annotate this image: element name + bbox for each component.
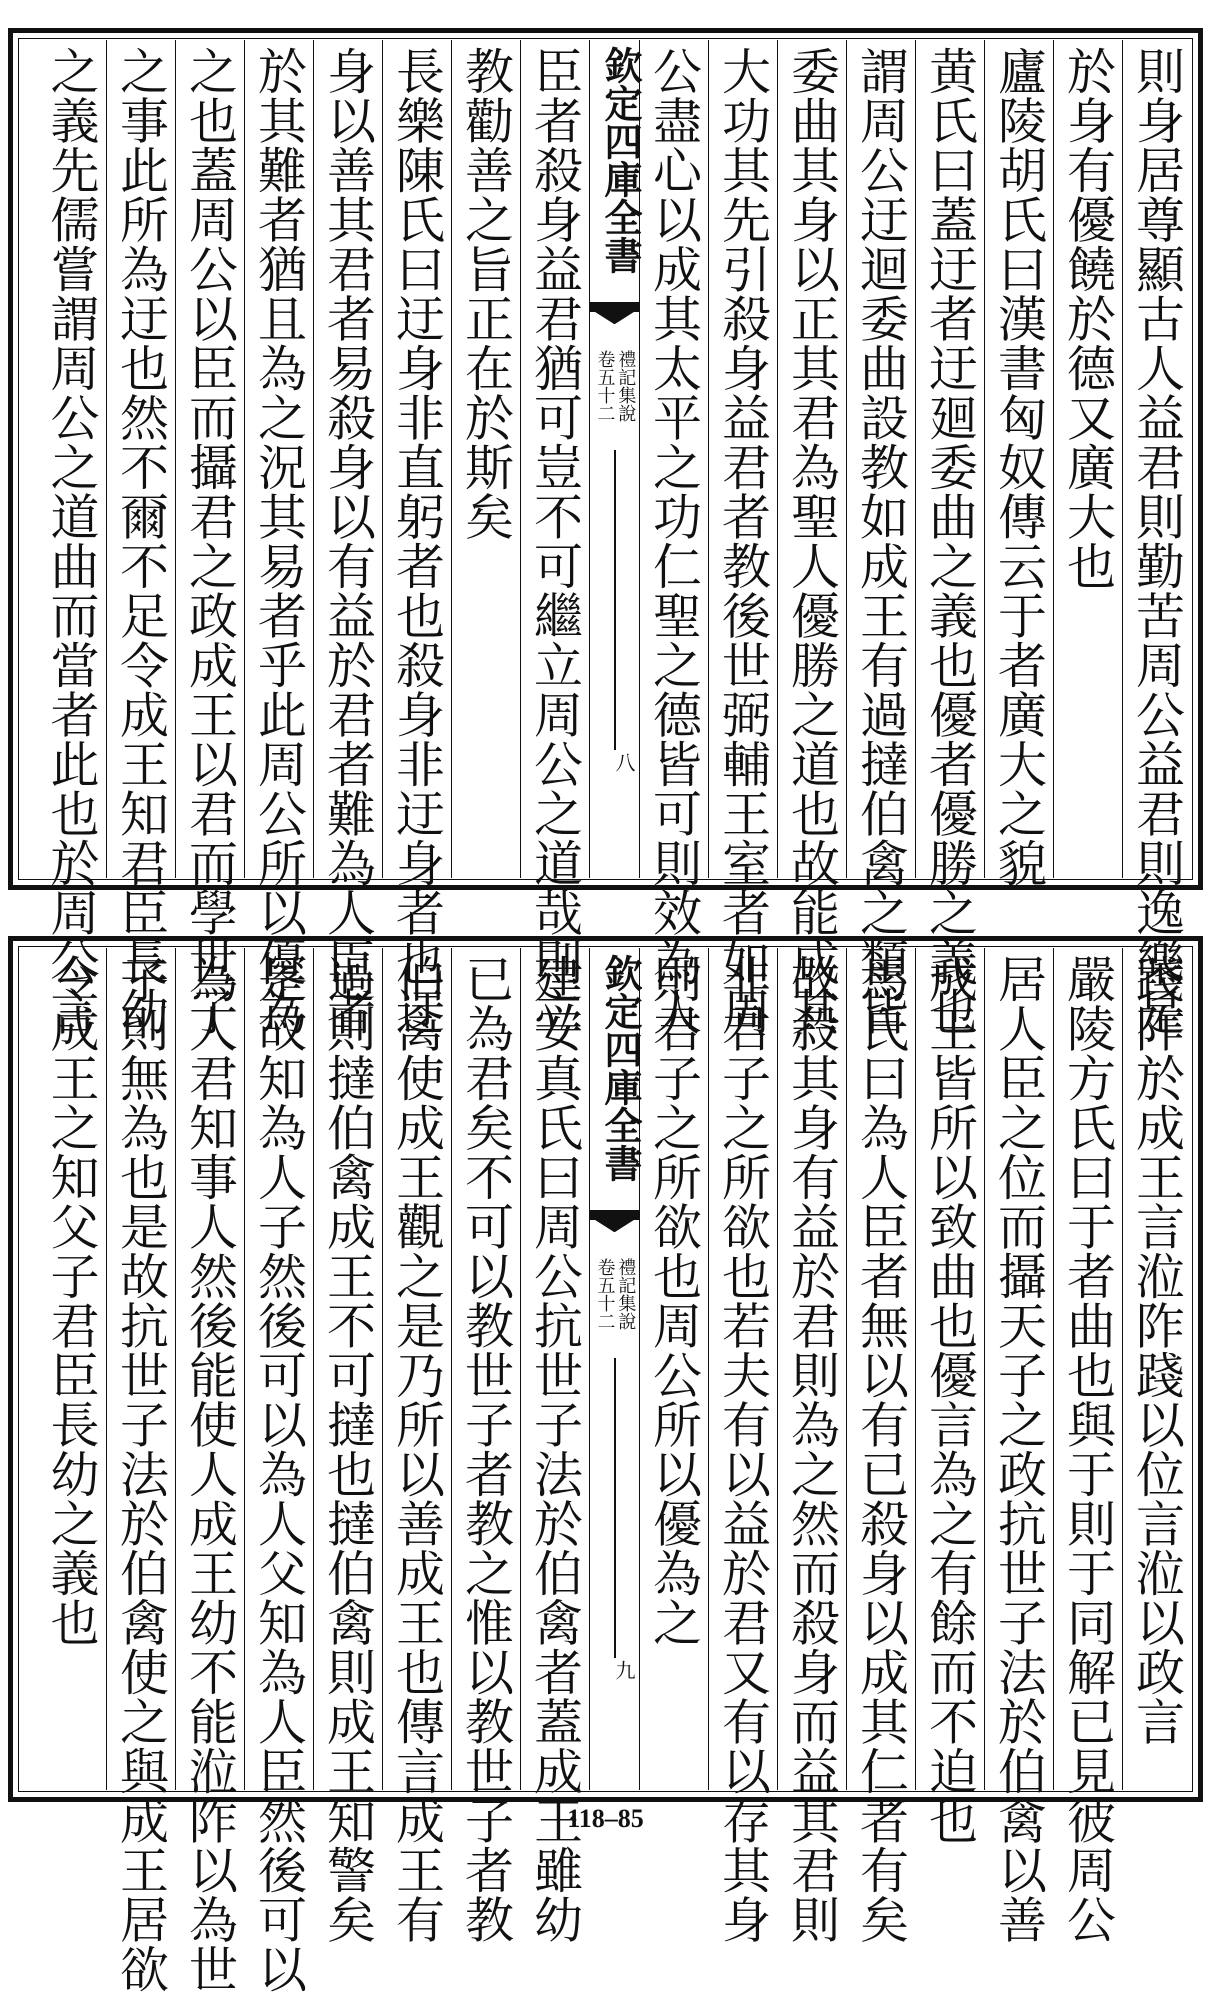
text-column: 黄氏曰蓋迂者迂廻委曲之義也優者優勝之義也 [915,40,984,878]
volume-number: 卷五十二 [594,1258,616,1330]
text-column: 廬陵胡氏曰漢書匈奴傳云于者廣大之貌 [984,40,1053,878]
text-column: 則身居尊顯古人益君則勤苦周公益君則逸樂是 [1122,40,1191,878]
text-column: 成王皆所以致曲也優言為之有餘而不迫也 [915,948,984,1790]
text-column: 嚴陵方氏曰于者曲也與于則于同解已見彼周公 [1053,948,1122,1790]
text-column: 大功其先引殺身益君者教後世弼輔王室者如周 [708,40,777,878]
text-column: 是故知為人子然後可以為人父知為人臣然後可以 [244,948,313,1790]
text-column: 身以善其君者易殺身以有益於君者難為人臣者 [313,40,382,878]
text-column: 子則無為也是故抗世子法於伯禽使之與成王居欲 [106,948,175,1790]
leaf-number: 九 [612,1660,636,1680]
text-column: 教勸善之旨正在於斯矣 [451,40,520,878]
text-column: 馬氏曰為人臣者無以有已殺身以成其仁者有矣 [846,948,915,1790]
leaf-number: 八 [612,752,636,772]
page-number: 118–85 [567,1804,644,1833]
volume-label [590,350,639,422]
text-column: 則君子之所欲也周公所以優為之 [639,948,708,1790]
text-grid [20,40,1191,1036]
volume-label [590,1258,639,1330]
center-fold [589,40,643,878]
text-column: 之事此所為迂也然不爾不足令成王知君臣長幼 [106,40,175,878]
text-column: 之義先儒嘗謂周公之道曲而當者此也於周公言 [43,46,100,1036]
text-column: 於身有優饒於德又廣大也 [1053,40,1122,878]
book-title: 欽定四庫全書 [598,46,643,274]
fold-line [614,1358,616,1658]
text-column: 踐阼於成王言涖阼踐以位言涖以政言 [1122,948,1191,1790]
center-fold [589,948,643,1790]
text-column: 之也蓋周公以臣而攝君之政成王以君而學世子 [175,40,244,878]
page-top [8,28,1203,1036]
text-column: 居人臣之位而攝天子之政抗世子法於伯禽以善 [984,948,1053,1790]
fish-tail-mark [590,302,639,328]
text-column: 故殺其身有益於君則為之然而殺身而益其君則 [777,948,846,1790]
text-column: 非君子之所欲也若夫有以益於君又有以存其身 [708,948,777,1790]
collection-title: 禮記集說 [615,350,637,422]
text-column: 長樂陳氏曰迂身非直躬者也殺身非迂身者也迂 [382,40,451,878]
text-column: 公盡心以成其太平之功仁聖之德皆可則效為人 [639,40,708,878]
text-column: 伯禽使成王觀之是乃所以善成王也傳言成王有 [382,948,451,1790]
text-column: 臣者殺身益君猶可豈不可繼立周公之道哉則立 [520,40,589,878]
volume-number: 卷五十二 [594,350,616,422]
text-column: 過則撻伯禽成王不可撻也撻伯禽則成王知警矣 [313,948,382,1790]
text-column: 為人君知事人然後能使人成王幼不能涖阼以為世 [175,948,244,1790]
collection-title: 禮記集說 [615,1258,637,1330]
fish-tail-mark [590,1210,639,1236]
book-title: 欽定四庫全書 [598,954,643,1182]
text-column: 謂周公迂迴委曲設教如成王有過撻伯禽之類皆 [846,40,915,878]
text-column: 建安真氏曰周公抗世子法於伯禽者蓋成王雖幼 [520,948,589,1790]
text-column: 於其難者猶且為之況其易者乎此周公所以優為 [244,40,313,878]
text-column: 已為君矣不可以教世子者教之惟以教世子者教 [451,948,520,1790]
fold-line [614,450,616,750]
text-column: 委曲其身以正其君為聖人優勝之道也故能成其 [777,40,846,878]
text-column: 令成王之知父子君臣長幼之義也 [43,954,100,1647]
